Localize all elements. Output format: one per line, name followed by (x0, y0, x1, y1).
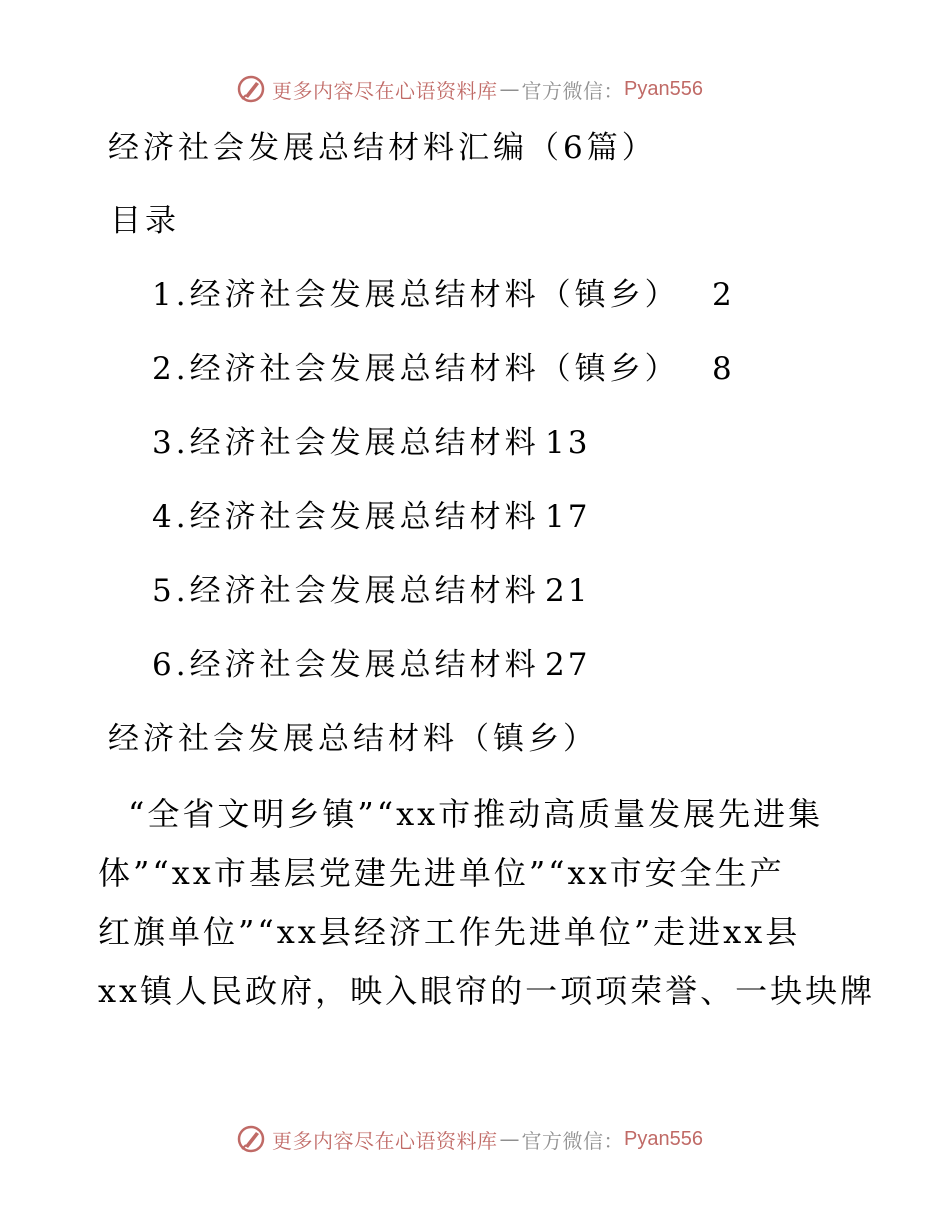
toc-item (152, 349, 680, 389)
toc-item-label: 3.经济社会发展总结材料 (152, 425, 540, 461)
watermark-dash: — (499, 1127, 520, 1151)
watermark-handle: Pyan556 (624, 77, 703, 100)
toc-item-label: 6.经济社会发展总结材料 (152, 647, 540, 683)
watermark-tail: 官方微信： (521, 78, 624, 103)
toc-item-page: 17 (545, 499, 591, 535)
body-line: “全省文明乡镇”“xx市推动高质量发展先进集 (128, 795, 824, 833)
toc-item (152, 497, 540, 537)
quill-logo-icon (236, 1124, 266, 1154)
toc-item-page: 27 (545, 647, 591, 683)
toc-item-label: 1.经济社会发展总结材料（镇乡） (152, 277, 680, 313)
toc-item (152, 275, 680, 315)
toc-item-page: 21 (545, 573, 591, 609)
header-watermark (236, 72, 703, 106)
watermark-text: 更多内容尽在心语资料库 (272, 1128, 498, 1153)
document-title: 经济社会发展总结材料汇编（6篇） (108, 130, 657, 166)
toc-item (152, 645, 540, 685)
toc-item (152, 571, 540, 611)
watermark-dash: — (499, 77, 520, 101)
body-line: xx镇人民政府，映入眼帘的一项项荣誉、一块块牌 (98, 972, 876, 1010)
toc-item-label: 5.经济社会发展总结材料 (152, 573, 540, 609)
watermark-handle: Pyan556 (624, 1127, 703, 1150)
toc-item-page: 2 (712, 277, 732, 313)
toc-item (152, 423, 540, 463)
toc-item-label: 4.经济社会发展总结材料 (152, 499, 540, 535)
toc-item-page: 13 (545, 425, 591, 461)
body-line: 体”“xx市基层党建先进单位”“xx市安全生产 (98, 854, 785, 892)
toc-item-label: 2.经济社会发展总结材料（镇乡） (152, 351, 680, 387)
watermark-tail: 官方微信： (521, 1128, 624, 1153)
section-heading: 经济社会发展总结材料（镇乡） (108, 721, 598, 757)
toc-heading: 目录 (110, 203, 180, 239)
watermark-text: 更多内容尽在心语资料库 (272, 78, 498, 103)
footer-watermark (236, 1122, 703, 1156)
toc-item-page: 8 (712, 351, 732, 387)
body-line: 红旗单位”“xx县经济工作先进单位”走进xx县 (98, 913, 801, 951)
quill-logo-icon (236, 74, 266, 104)
